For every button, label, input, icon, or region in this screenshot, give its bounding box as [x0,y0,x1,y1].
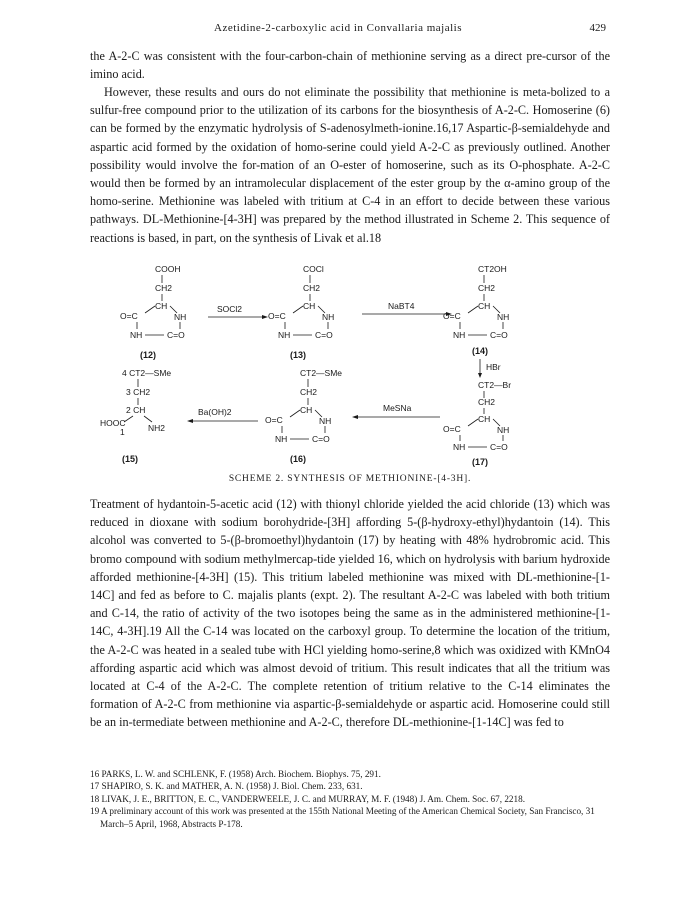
c15-position-1: 1 [120,427,125,437]
footnote-19: 19 A preliminary account of this work was presented at the 155th National Meeting of the American Chemical Society, San Francisco, 31 March–5 April, 1968, Abstracts P-178. [90,806,595,829]
c14-label: (14) [472,346,489,356]
c15-cooh: HOOC [100,418,126,428]
c16-nh: NH [319,416,332,426]
c14-top: CT2OH [478,264,507,274]
footnote-17: 17 SHAPIRO, S. K. and MATHER, A. N. (1958) J. Biol. Chem. 233, 631. [90,781,363,792]
c13-co: O=C [268,311,286,321]
page-header [90,22,606,40]
c12-label: (12) [140,350,157,360]
c17-c: C=O [490,442,508,452]
reagent-nabt4: NaBT4 [388,301,415,311]
c17-ch2: CH2 [478,397,496,407]
c16-ch: CH [300,405,313,415]
reagent-mesna: MeSNa [383,403,412,413]
c16-label: (16) [290,454,307,464]
c13-nh2: NH [278,330,291,340]
paragraph-2: However, these results and ours do not eliminate the possibility that methionine is meta-bolized to a sulfur-free compound prior to the utilization of its carbons for the biosynthesis of A-2-C. Homoserine (6) can be formed by the enzymatic hydrolysis of S-adenosylmeth-ionine.16,17 Aspartic-β-semialdehyde and aspartic acid formed by the oxidation of homo-serine could yield A-2-C as previously outlined. Another possibility would involve the for-mation of an O-ester of homoserine, such as its O-phosphate. A-2-C would then be formed by an intramolecular displacement of the ester group by the α-amino group of the homo-serine. Methionine was labeled with tritium at C-4 in an effort to decide between these various pathways. DL-Methionine-[4-3H] was prepared by the method illustrated in Scheme 2. This sequence of reactions is based, in part, on the synthesis of Livak et al.18 [90,85,610,245]
c16-c: C=O [312,434,330,444]
c17-ch: CH [478,414,491,424]
c17-top: CT2—Br [478,380,512,390]
c16-co: O=C [265,415,283,425]
c13-ch2: CH2 [303,283,321,293]
page-number: 429 [589,22,606,34]
c13-ch: CH [303,301,316,311]
paragraph-3: Treatment of hydantoin-5-acetic acid (12) with thionyl chloride yielded the acid chloride (13) which was reduced in dioxane with sodium borohydride-[3H] affording 5-(β-hydroxy-ethyl)hydantoin (14). This alcohol was converted to 5-(β-bromoethyl)hydantoin (17) by heating with 48% hydrobromic acid. This bromo compound with sodium methylmercap-tide yielded 16, which on hydrolysis with barium hydroxide afforded methionine-[4-3H] (15). This tritium labeled methionine was mixed with DL-methionine-[1-14C] and fed as before to C. majalis plants (expt. 2). The resultant A-2-C was labeled with both tritium and C-14, the ratio of activity of the two isotopes being the same as in the administered methionine-[1-14C, 4-3H].19 All the C-14 was located on the carboxyl group. To determine the location of the tritium, the A-2-C was heated in a sealed tube with HCl yielding homo-serine,8 which was oxidized with KMnO4 affording aspartic acid which was almost devoid of tritium. This result indicates that all the tritium was located at C-4 of the A-2-C. The complete retention of tritium relative to the C-14 eliminates the formation of A-2-C from methionine via aspartic-β-semialdehyde or aspartic acid. Homoserine could still be an in-termediate between methionine and A-2-C, therefore DL-methionine-[1-14C] was fed to [90,497,610,730]
c14-nh: NH [497,312,510,322]
c12-c: C=O [167,330,185,340]
c16-top: CT2—SMe [300,368,343,378]
c14-c: C=O [490,330,508,340]
c17-co: O=C [443,424,461,434]
footnote-18: 18 LIVAK, J. E., BRITTON, E. C., VANDERWEELE, J. C. and MURRAY, M. F. (1948) J. Am. Chem. Soc. 67, 2218. [90,793,526,804]
c14-ch: CH [478,301,491,311]
compound-15 [100,368,171,464]
c14-nh2: NH [453,330,466,340]
c17-nh2: NH [453,442,466,452]
running-title: Azetidine-2-carboxylic acid in Convallaria majalis [214,22,462,34]
c14-co: O=C [443,311,461,321]
c17-label: (17) [472,457,489,467]
compound-12 [120,264,186,360]
reagent-hbr: HBr [486,362,501,372]
c15-label: (15) [122,454,139,464]
c17-nh: NH [497,425,510,435]
c13-nh: NH [322,312,335,322]
c16-ch2: CH2 [300,387,318,397]
c13-c: C=O [315,330,333,340]
compound-14 [443,264,509,356]
c12-top: COOH [155,264,181,274]
c15-ch: 2 CH [126,405,146,415]
c12-nh2: NH [130,330,143,340]
c16-nh2: NH [275,434,288,444]
c12-ch2: CH2 [155,283,173,293]
compound-17 [443,380,511,467]
footnote-16: 16 PARKS, L. W. and SCHLENK, F. (1958) Arch. Biochem. Biophys. 75, 291. [90,769,381,779]
c15-top: 4 CT2—SMe [122,368,172,378]
c12-nh: NH [174,312,187,322]
c14-ch2: CH2 [478,283,496,293]
compound-13 [268,264,334,360]
reagent-baoh2: Ba(OH)2 [198,407,232,417]
footnotes [90,768,610,830]
compound-16 [265,368,342,464]
c12-co: O=C [120,311,138,321]
c12-ch: CH [155,301,168,311]
paragraph-1: the A-2-C was consistent with the four-carbon-chain of methionine serving as a direct pre-cursor of the imino acid. [90,49,610,82]
reaction-scheme [100,262,570,467]
scheme-caption: SCHEME 2. SYNTHESIS OF METHIONINE-[4-3H]. [228,474,472,484]
c13-label: (13) [290,350,307,360]
c15-nh2: NH2 [148,423,166,433]
c13-top: COCl [303,264,324,274]
c15-ch2: 3 CH2 [126,387,151,397]
reagent-socl2: SOCl2 [217,304,243,314]
